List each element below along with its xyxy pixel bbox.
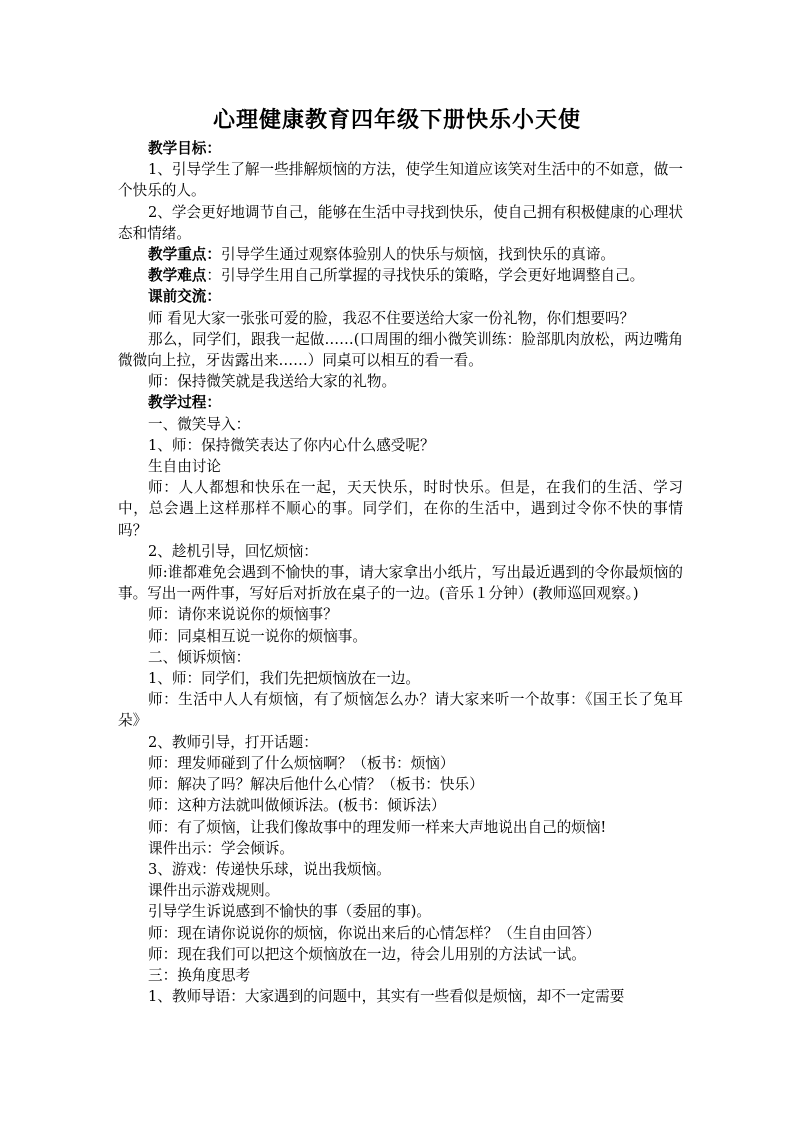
paragraph: [118, 286, 683, 307]
paragraph: [118, 138, 683, 159]
paragraph-text: 师：这种方法就叫做倾诉法。(板书：倾诉法）: [148, 797, 446, 815]
section-label: 课前交流：: [148, 288, 221, 306]
paragraph: [118, 944, 683, 965]
paragraph-text: 师：生活中人人有烦恼，有了烦恼怎么办？请大家来听一个故事：《国王长了兔耳朵》: [118, 691, 683, 730]
paragraph-text: 师：理发师碰到了什么烦恼啊？（板书：烦恼）: [148, 754, 455, 772]
paragraph: [118, 795, 683, 816]
paragraph-text: 二、倾诉烦恼：: [148, 648, 251, 666]
paragraph-text: 2、教师引导，打开话题：: [148, 733, 318, 751]
paragraph-text: 2、趁机引导，回忆烦恼：: [148, 542, 318, 560]
paragraph: [118, 456, 683, 477]
paragraph: [118, 392, 683, 413]
paragraph-text: 引导学生通过观察体验别人的快乐与烦恼，找到快乐的真谛。: [220, 246, 616, 264]
paragraph-text: 1、教师导语：大家遇到的问题中，其实有一些看似是烦恼，却不一定需要: [148, 988, 625, 1006]
paragraph: [118, 732, 683, 753]
paragraph-text: 师：保持微笑就是我送给大家的礼物。: [148, 373, 397, 391]
paragraph: [118, 647, 683, 668]
paragraph: [118, 435, 683, 456]
paragraph-text: 引导学生诉说感到不愉快的事（委屈的事)。: [148, 903, 431, 921]
paragraph: [118, 414, 683, 435]
paragraph: [118, 668, 683, 689]
section-label: 教学目标：: [148, 140, 221, 157]
paragraph-text: 师 看见大家一张张可爱的脸，我忍不住要送给大家一份礼物，你们想要吗？: [148, 309, 635, 327]
paragraph-text: 2、学会更好地调节自己，能够在生活中寻找到快乐，使自己拥有积极健康的心理状态和情绪。: [118, 203, 683, 242]
paragraph-text: 三：换角度思考: [148, 966, 251, 984]
paragraph: [118, 562, 683, 604]
paragraph: [118, 626, 683, 647]
paragraph: [118, 880, 683, 901]
paragraph-text: 1、师：同学们，我们先把烦恼放在一边。: [148, 670, 420, 688]
paragraph-text: 师：有了烦恼，让我们像故事中的理发师一样来大声地说出自己的烦恼!: [148, 818, 607, 836]
document-title: 心理健康教育四年级下册快乐小天使: [212, 107, 581, 133]
paragraph: [118, 329, 683, 371]
paragraph-text: 1、引导学生了解一些排解烦恼的方法，使学生知道应该笑对生活中的不如意，做一个快乐的人。: [118, 161, 683, 200]
document-body: [118, 138, 683, 1007]
paragraph: [118, 838, 683, 859]
paragraph: [118, 986, 683, 1007]
paragraph: [118, 689, 683, 731]
paragraph-text: 师：现在我们可以把这个烦恼放在一边，待会儿用别的方法试一试。: [148, 945, 586, 963]
paragraph-text: 师：现在请你说说你的烦恼，你说出来后的心情怎样？（生自由回答）: [148, 924, 601, 942]
paragraph: [118, 265, 683, 286]
paragraph-text: 师：同桌相互说一说你的烦恼事。: [148, 627, 367, 645]
paragraph: [118, 202, 683, 244]
paragraph-text: 1、师：保持微笑表达了你内心什么感受呢？: [148, 436, 435, 454]
paragraph-text: 3、游戏：传递快乐球，说出我烦恼。: [148, 860, 391, 878]
paragraph: [118, 901, 683, 922]
paragraph-text: 生自由讨论: [148, 458, 221, 476]
paragraph-text: 课件出示游戏规则。: [148, 882, 280, 900]
paragraph-text: 一、微笑导入：: [148, 415, 251, 433]
paragraph-text: ：引导学生用自己所掌握的寻找快乐的策略，学会更好地调整自己。: [206, 267, 645, 285]
section-label: 教学重点：: [148, 246, 221, 264]
paragraph: [118, 859, 683, 880]
paragraph: [118, 159, 683, 201]
paragraph-text: 课件出示：学会倾诉。: [148, 839, 294, 857]
paragraph: [118, 817, 683, 838]
paragraph: [118, 753, 683, 774]
paragraph-text: 师：请你来说说你的烦恼事？: [148, 606, 338, 624]
paragraph-text: 师：解决了吗？解决后他什么心情？（板书：快乐）: [148, 776, 484, 794]
paragraph: [118, 308, 683, 329]
paragraph-text: 师：人人都想和快乐在一起，天天快乐，时时快乐。但是，在我们的生活、学习中，总会遇上这样那样不顺心的事。同学们，在你的生活中，遇到过令你不快的事情吗？: [118, 479, 683, 539]
paragraph: [118, 244, 683, 265]
paragraph: [118, 541, 683, 562]
paragraph: [118, 923, 683, 944]
paragraph-text: 师:谁都难免会遇到不愉快的事，请大家拿出小纸片，写出最近遇到的令你最烦恼的事。写出一两件事，写好后对折放在桌子的一边。(音乐１分钟）(教师巡回观察。): [118, 564, 683, 603]
section-label: 教学难点: [148, 267, 207, 285]
paragraph: [118, 477, 683, 541]
paragraph: [118, 371, 683, 392]
paragraph-text: 那么，同学们，跟我一起做……(口周围的细小微笑训练：脸部肌肉放松，两边嘴角微微向上拉，牙齿露出来……）同桌可以相互的看一看。: [118, 330, 683, 370]
paragraph: [118, 965, 683, 986]
section-label: 教学过程：: [148, 394, 221, 412]
paragraph: [118, 604, 683, 625]
paragraph: [118, 774, 683, 795]
